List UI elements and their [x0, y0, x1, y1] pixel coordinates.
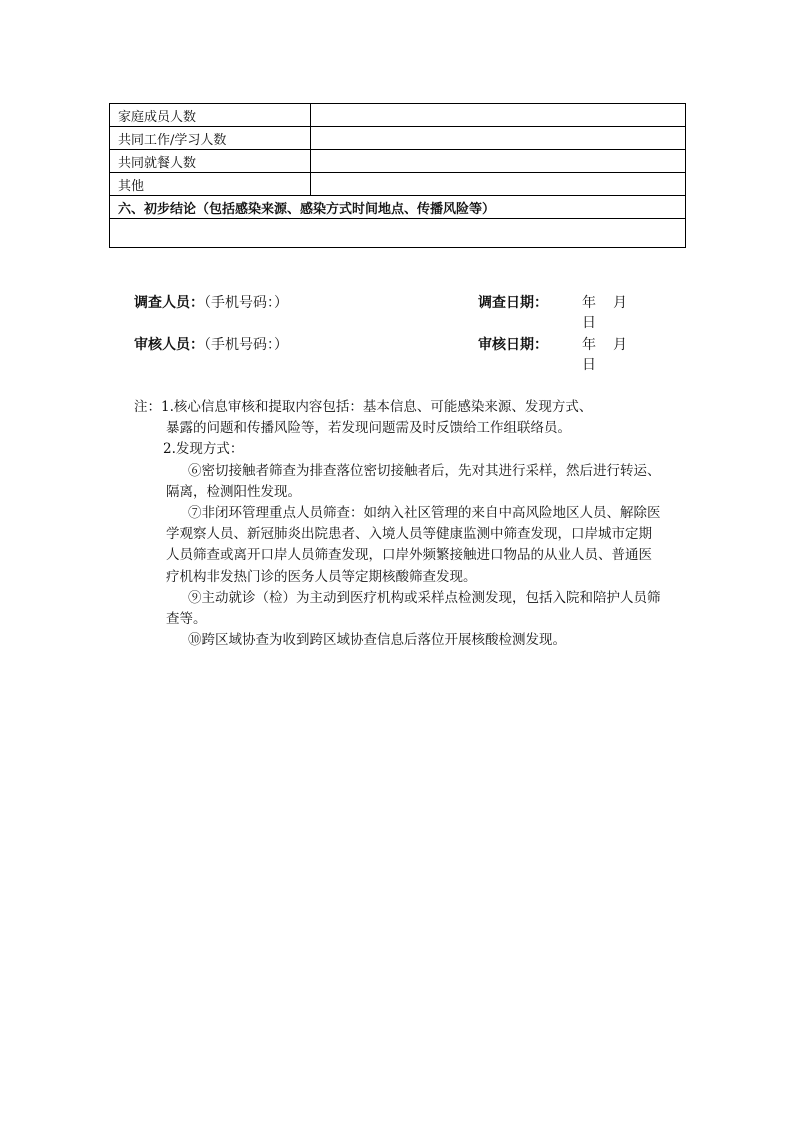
investigator-label: 调查人员：（手机号码：）	[134, 295, 288, 311]
row-label: 共同工作/学习人数	[110, 127, 311, 150]
review-date[interactable]: 年 月日	[582, 337, 627, 373]
note-item-6: ⑥密切接触者筛查为排查落位密切接触者后，先对其进行采样，然后进行转运、隔离，检测阳性发现。	[166, 462, 661, 500]
note-1-line-1: 注：1.核心信息审核和提取内容包括：基本信息、可能感染来源、发现方式、	[134, 399, 593, 415]
note-item-9: ⑨主动就诊（检）为主动到医疗机构或采样点检测发现，包括入院和陪护人员筛查等。	[166, 589, 661, 628]
reviewer-signature-row	[134, 334, 674, 373]
note-1-line-2: 暴露的问题和传播风险等，若发现问题需及时反馈给工作组联络员。	[166, 420, 571, 437]
note-item-7: ⑦非闭环管理重点人员筛查：如纳入社区管理的来自中高风险地区人员、解除医学观察人员、新冠肺炎出院患者、入境人员等健康监测中筛查发现，口岸城市定期人员筛查或离开口岸人员筛查发现，口岸外频繁接触进口物品的从业人员、普通医疗机构非发热门诊的医务人员等定期核酸筛查发现。	[166, 505, 661, 585]
household-info-table	[109, 103, 686, 248]
note-item-10: ⑩跨区域协查为收到跨区域协查信息后落位开展核酸检测发现。	[188, 632, 566, 649]
row-label: 其他	[110, 173, 311, 196]
review-date-label: 审核日期：	[478, 337, 548, 353]
notes-section	[134, 397, 664, 651]
investigator-phone[interactable]: （手机号码：）	[204, 295, 288, 311]
table-row	[110, 150, 686, 173]
section-title: 六、初步结论（包括感染来源、感染方式时间地点、传播风险等）	[110, 196, 686, 219]
investigation-date[interactable]: 年 月日	[582, 295, 627, 331]
row-value[interactable]	[311, 173, 686, 196]
row-value[interactable]	[311, 150, 686, 173]
reviewer-phone[interactable]: （手机号码：）	[204, 337, 288, 353]
table-row	[110, 127, 686, 150]
row-label: 共同就餐人数	[110, 150, 311, 173]
note-2-title: 2.发现方式：	[163, 441, 244, 458]
row-value[interactable]	[311, 104, 686, 127]
investigation-date-label: 调查日期：	[478, 295, 548, 311]
table-row	[110, 104, 686, 127]
conclusion-row	[110, 219, 686, 248]
row-value[interactable]	[311, 127, 686, 150]
conclusion-field[interactable]	[110, 219, 686, 248]
investigator-signature-row	[134, 292, 674, 331]
section-header-row	[110, 196, 686, 219]
reviewer-label: 审核人员：（手机号码：）	[134, 337, 288, 353]
row-label: 家庭成员人数	[110, 104, 311, 127]
table-row	[110, 173, 686, 196]
